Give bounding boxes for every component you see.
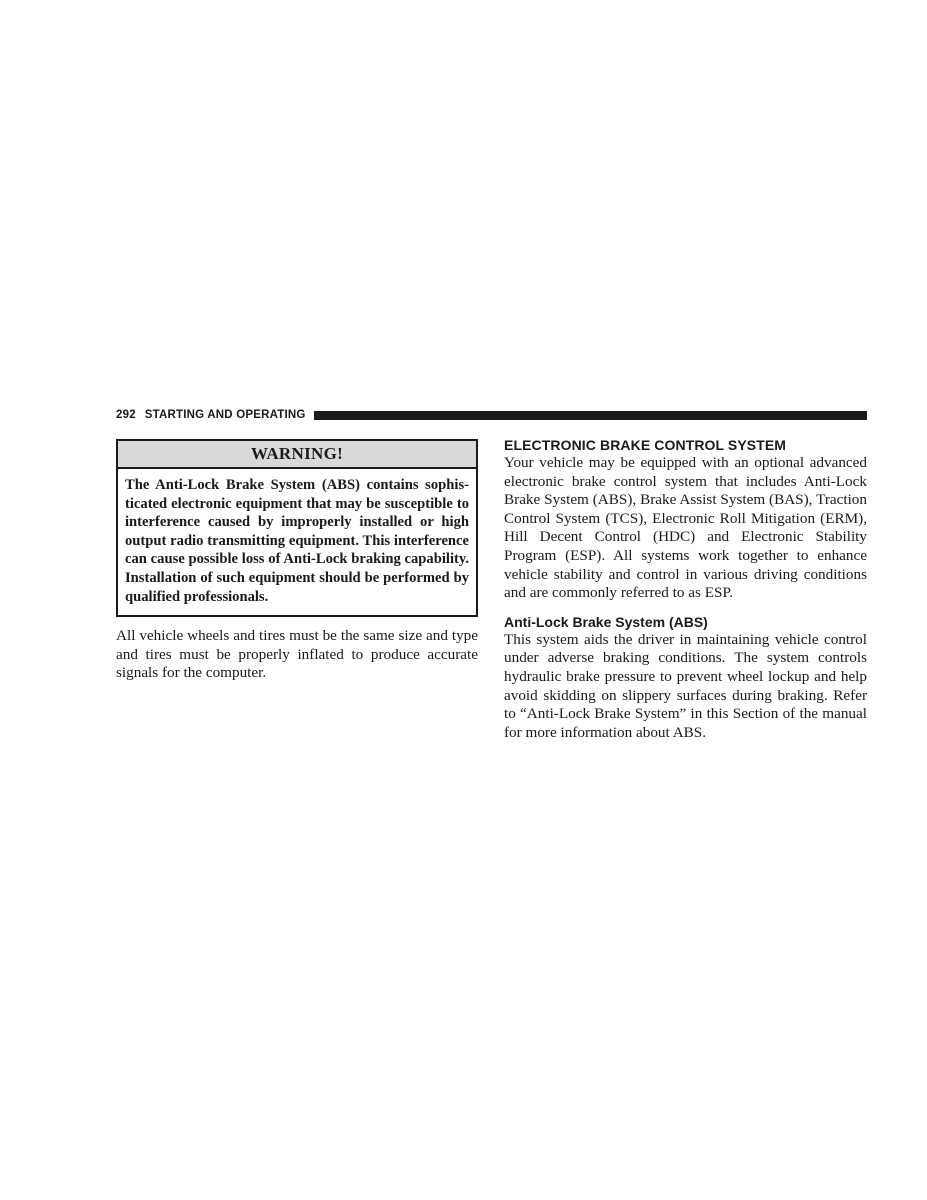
left-column [116, 439, 478, 683]
esc-paragraph: Your vehicle may be equipped with an optional advanced electronic brake control system that includes Anti-Lock Brake System (ABS), Brake Assist System (BAS), Traction Control System (TCS), Electronic Roll Mitigation (ERM), Hill Decent Control (HDC) and Electronic Stability Program (ESP). All systems work together to enhance vehicle stability and control in various driving conditions and are commonly referred to as ESP. [504, 454, 867, 602]
abs-heading: Anti-Lock Brake System (ABS) [504, 613, 708, 630]
esc-heading: ELECTRONIC BRAKE CONTROL SYSTEM [504, 437, 787, 453]
warning-box [116, 439, 478, 617]
page-header [116, 408, 867, 422]
wheels-tires-paragraph: All vehicle wheels and tires must be the same size and type and tires must be properly inflated to produce accurate signals for the computer. [116, 627, 478, 682]
abs-paragraph: This system aids the driver in maintaining vehicle control under adverse braking conditions. The system controls hydraulic brake pressure to prevent wheel lockup and help avoid skidding on slippery surfaces during braking. Refer to “Anti-Lock Brake System” in this Section of the manual for more information about ABS. [504, 630, 867, 741]
section-title: STARTING AND OPERATING [144, 409, 306, 421]
header-rule [314, 411, 867, 420]
warning-title: WARNING! [118, 441, 476, 469]
warning-text: The Anti-Lock Brake System (ABS) contains sophisticated electronic equipment that may be susceptible to interference caused by improperly installed or high output radio transmitting equipment. This interference can cause possible loss of Anti-Lock braking capability. Installation of such equipment should be performed by qualified professionals. [125, 477, 469, 605]
page-number: 292 [116, 409, 136, 421]
right-column [504, 436, 867, 742]
